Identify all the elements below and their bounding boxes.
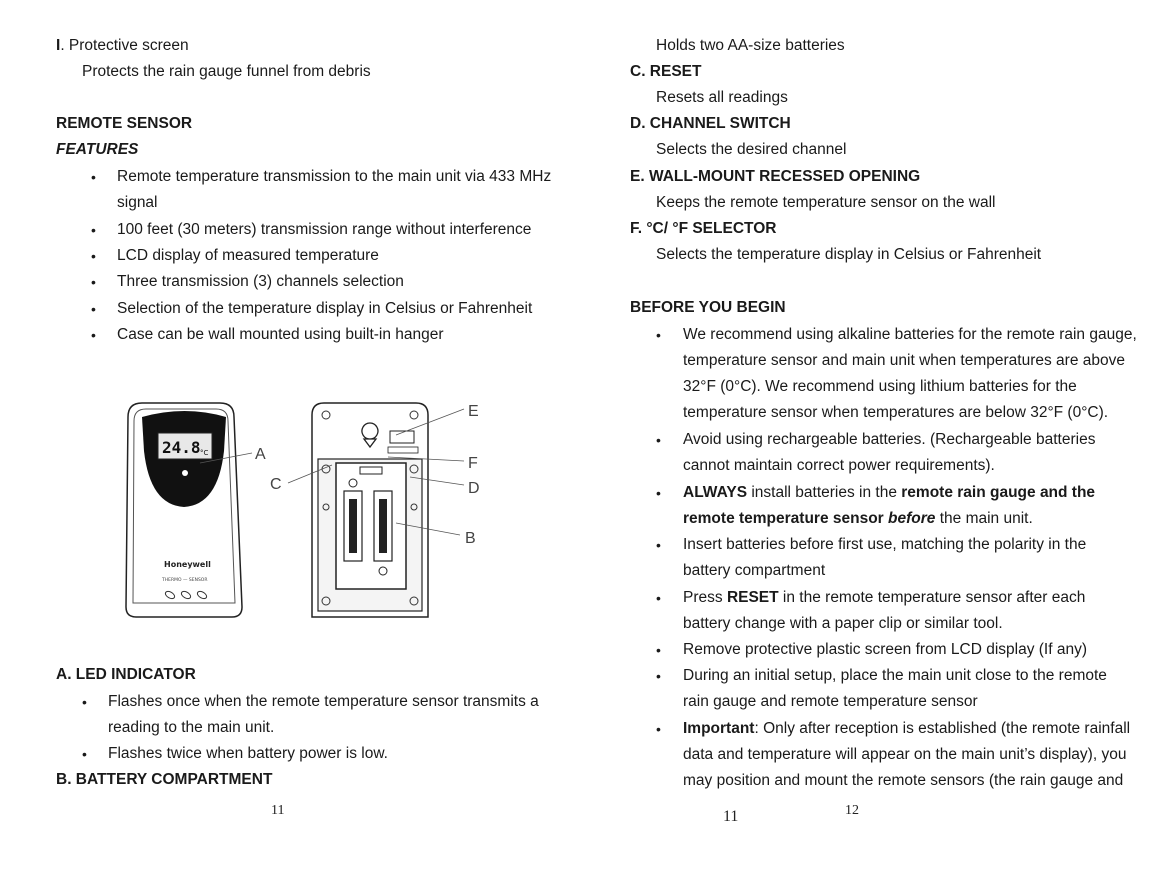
- before-you-begin-heading: BEFORE YOU BEGIN: [630, 299, 786, 316]
- features-heading: FEATURES: [56, 141, 139, 158]
- list-item-continued: battery compartment: [683, 562, 826, 579]
- channel-switch-desc: Selects the desired channel: [656, 141, 847, 158]
- bullet-icon: •: [656, 590, 661, 606]
- list-item: Selection of the temperature display in Celsius or Fahrenheit: [117, 300, 533, 317]
- battery-compartment-heading: B. BATTERY COMPARTMENT: [56, 771, 273, 788]
- list-item-continued: temperature sensor when temperatures are below 32°F (0°C).: [683, 404, 1109, 421]
- sensor-back: [312, 403, 428, 617]
- bullet-icon: •: [91, 169, 96, 185]
- list-item: 100 feet (30 meters) transmission range without interference: [117, 221, 532, 238]
- display-unit: °C: [200, 449, 209, 457]
- list-item: Remote temperature transmission to the main unit via 433 MHz: [117, 168, 552, 185]
- list-item-continued: signal: [117, 194, 158, 211]
- callout-d: D: [468, 480, 480, 497]
- sensor-diagram: [120, 395, 490, 625]
- wall-mount-heading: E. WALL-MOUNT RECESSED OPENING: [630, 168, 921, 185]
- list-item-continued: 32°F (0°C). We recommend using lithium batteries for the: [683, 378, 1077, 395]
- bullet-icon: •: [656, 432, 661, 448]
- reset-desc: Resets all readings: [656, 89, 788, 106]
- list-item: We recommend using alkaline batteries for the remote rain gauge,: [683, 326, 1137, 343]
- list-item: LCD display of measured temperature: [117, 247, 379, 264]
- selector-heading: F. °C/ °F SELECTOR: [630, 220, 777, 237]
- remote-sensor-heading: REMOTE SENSOR: [56, 115, 193, 132]
- callout-b: B: [465, 530, 476, 547]
- list-item: Press RESET in the remote temperature sensor after each: [683, 589, 1086, 606]
- list-item: Avoid using rechargeable batteries. (Rechargeable batteries: [683, 431, 1096, 448]
- bullet-icon: •: [91, 248, 96, 264]
- battery-desc: Holds two AA-size batteries: [656, 37, 845, 54]
- bullet-icon: •: [656, 537, 661, 553]
- callout-a: A: [255, 446, 266, 463]
- bullet-icon: •: [82, 694, 87, 710]
- brand-logo: Honeywell: [164, 560, 211, 569]
- list-item-continued: cannot maintain correct power requirements).: [683, 457, 995, 474]
- display-reading: 24.8: [162, 438, 201, 457]
- wall-mount-desc: Keeps the remote temperature sensor on the wall: [656, 194, 996, 211]
- bullet-icon: •: [656, 327, 661, 343]
- list-item-continued: temperature sensor and main unit when temperatures are above: [683, 352, 1125, 369]
- list-item: Flashes once when the remote temperature sensor transmits a: [108, 693, 539, 710]
- list-item: Three transmission (3) channels selection: [117, 273, 404, 290]
- list-item-continued: may position and mount the remote sensors (the rain gauge and: [683, 772, 1124, 789]
- bullet-icon: •: [91, 222, 96, 238]
- list-item: Insert batteries before first use, matching the polarity in the: [683, 536, 1087, 553]
- bullet-icon: •: [656, 642, 661, 658]
- page-number-left: 11: [271, 803, 285, 818]
- bullet-icon: •: [91, 274, 96, 290]
- list-item: Important: Only after reception is established (the remote rainfall: [683, 720, 1131, 737]
- list-item: During an initial setup, place the main unit close to the remote: [683, 667, 1107, 684]
- bullet-icon: •: [82, 746, 87, 762]
- sensor-front: [126, 403, 242, 617]
- protective-screen-title: I. Protective screen: [56, 37, 189, 54]
- list-item: Flashes twice when battery power is low.: [108, 745, 388, 762]
- list-item-continued: remote temperature sensor before the main unit.: [683, 510, 1033, 527]
- protective-screen-desc: Protects the rain gauge funnel from debris: [82, 63, 371, 80]
- list-item: ALWAYS install batteries in the remote rain gauge and the: [683, 484, 1096, 501]
- bullet-icon: •: [91, 301, 96, 317]
- bullet-icon: •: [656, 485, 661, 501]
- list-item-continued: rain gauge and remote temperature sensor: [683, 693, 978, 710]
- bullet-icon: •: [656, 721, 661, 737]
- led-indicator-heading: A. LED INDICATOR: [56, 666, 196, 683]
- bullet-icon: •: [91, 327, 96, 343]
- callout-e: E: [468, 403, 479, 420]
- page-number-right-b: 12: [845, 803, 859, 818]
- bullet-icon: •: [656, 668, 661, 684]
- reset-heading: C. RESET: [630, 63, 702, 80]
- callout-c: C: [270, 476, 282, 493]
- list-item-continued: data and temperature will appear on the main unit’s display), you: [683, 746, 1127, 763]
- list-item: Case can be wall mounted using built-in hanger: [117, 326, 444, 343]
- channel-switch-heading: D. CHANNEL SWITCH: [630, 115, 791, 132]
- selector-desc: Selects the temperature display in Celsius or Fahrenheit: [656, 246, 1042, 263]
- list-item-continued: reading to the main unit.: [108, 719, 275, 736]
- page-number-right-a: 11: [723, 808, 739, 825]
- callout-f: F: [468, 455, 478, 472]
- led-indicator-icon: [182, 470, 188, 476]
- model-label: THERMO — SENSOR: [162, 578, 208, 583]
- list-item: Remove protective plastic screen from LCD display (If any): [683, 641, 1088, 658]
- list-item-continued: battery change with a paper clip or similar tool.: [683, 615, 1003, 632]
